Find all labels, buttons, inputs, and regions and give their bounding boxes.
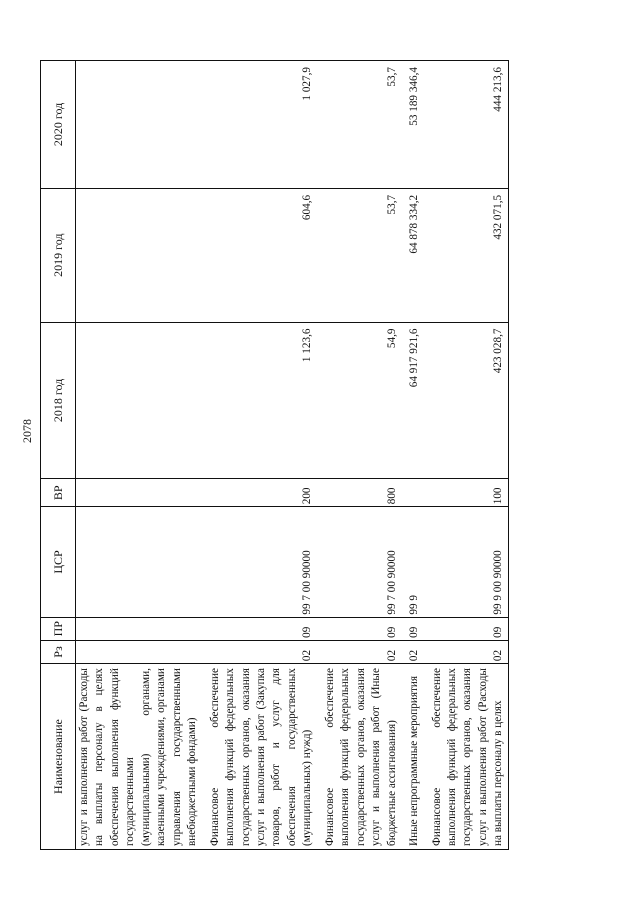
row-name: Иные непрограммные мероприятия: [401, 664, 423, 850]
row-rz: [76, 640, 202, 663]
row-rz: 02: [202, 640, 317, 663]
row-csr: 99 9 00 90000: [424, 507, 509, 617]
rotated-page: [40, 60, 580, 850]
row-2019: 604,6: [202, 188, 317, 322]
row-2018: 54,9: [317, 322, 401, 479]
table-row: [202, 61, 317, 850]
table-row: [424, 61, 509, 850]
row-csr: 99 9: [401, 507, 423, 617]
header-vr: ВР: [41, 479, 76, 507]
row-2020: 444 213,6: [424, 61, 509, 189]
row-pr: [76, 617, 202, 640]
row-2020: [76, 61, 202, 189]
row-vr: [76, 479, 202, 507]
page-number: 2078: [20, 419, 34, 443]
row-2020: 53 189 346,4: [401, 61, 423, 189]
row-2019: 64 878 334,2: [401, 188, 423, 322]
row-2019: 53,7: [317, 188, 401, 322]
row-csr: [76, 507, 202, 617]
row-rz: 02: [401, 640, 423, 663]
row-name: Финансовое обеспечение выполнения функций федеральных государственных органов, оказания услуг и выполнения работ (Иные бюджетные ассигнования): [317, 664, 401, 850]
row-pr: 09: [317, 617, 401, 640]
row-rz: 02: [424, 640, 509, 663]
row-vr: [401, 479, 423, 507]
table-header-row: [41, 61, 76, 850]
row-csr: 99 7 00 90000: [317, 507, 401, 617]
row-2018: 1 123,6: [202, 322, 317, 479]
row-name: услуг и выполнения работ (Расходы на выплаты персоналу в целях обеспечения выполнения функций государственными (муниципальными) органами, казенными учреждениями, органами управления государственными внебюджетными фондами): [76, 664, 202, 850]
header-2019: 2019 год: [41, 188, 76, 322]
row-pr: 09: [401, 617, 423, 640]
row-vr: 200: [202, 479, 317, 507]
row-vr: 800: [317, 479, 401, 507]
row-2020: 53,7: [317, 61, 401, 189]
row-2020: 1 027,9: [202, 61, 317, 189]
row-name: Финансовое обеспечение выполнения функций федеральных государственных органов, оказания услуг и выполнения работ (Расходы на выплаты персоналу в целях: [424, 664, 509, 850]
row-2019: 432 071,5: [424, 188, 509, 322]
row-csr: 99 7 00 90000: [202, 507, 317, 617]
row-vr: 100: [424, 479, 509, 507]
header-csr: ЦСР: [41, 507, 76, 617]
row-2018: 64 917 921,6: [401, 322, 423, 479]
row-2019: [76, 188, 202, 322]
row-name: Финансовое обеспечение выполнения функций федеральных государственных органов, оказания услуг и выполнения работ (Закупка товаров, работ и услуг для обеспечения государственных (муниципальных) нужд): [202, 664, 317, 850]
header-rz: Рз: [41, 640, 76, 663]
table-row: [317, 61, 401, 850]
row-pr: 09: [202, 617, 317, 640]
budget-table: [40, 60, 509, 850]
header-pr: ПР: [41, 617, 76, 640]
row-rz: 02: [317, 640, 401, 663]
header-2018: 2018 год: [41, 322, 76, 479]
row-2018: [76, 322, 202, 479]
header-2020: 2020 год: [41, 61, 76, 189]
table-row: [76, 61, 202, 850]
header-name: Наименование: [41, 664, 76, 850]
row-2018: 423 028,7: [424, 322, 509, 479]
table-row: [401, 61, 423, 850]
row-pr: 09: [424, 617, 509, 640]
